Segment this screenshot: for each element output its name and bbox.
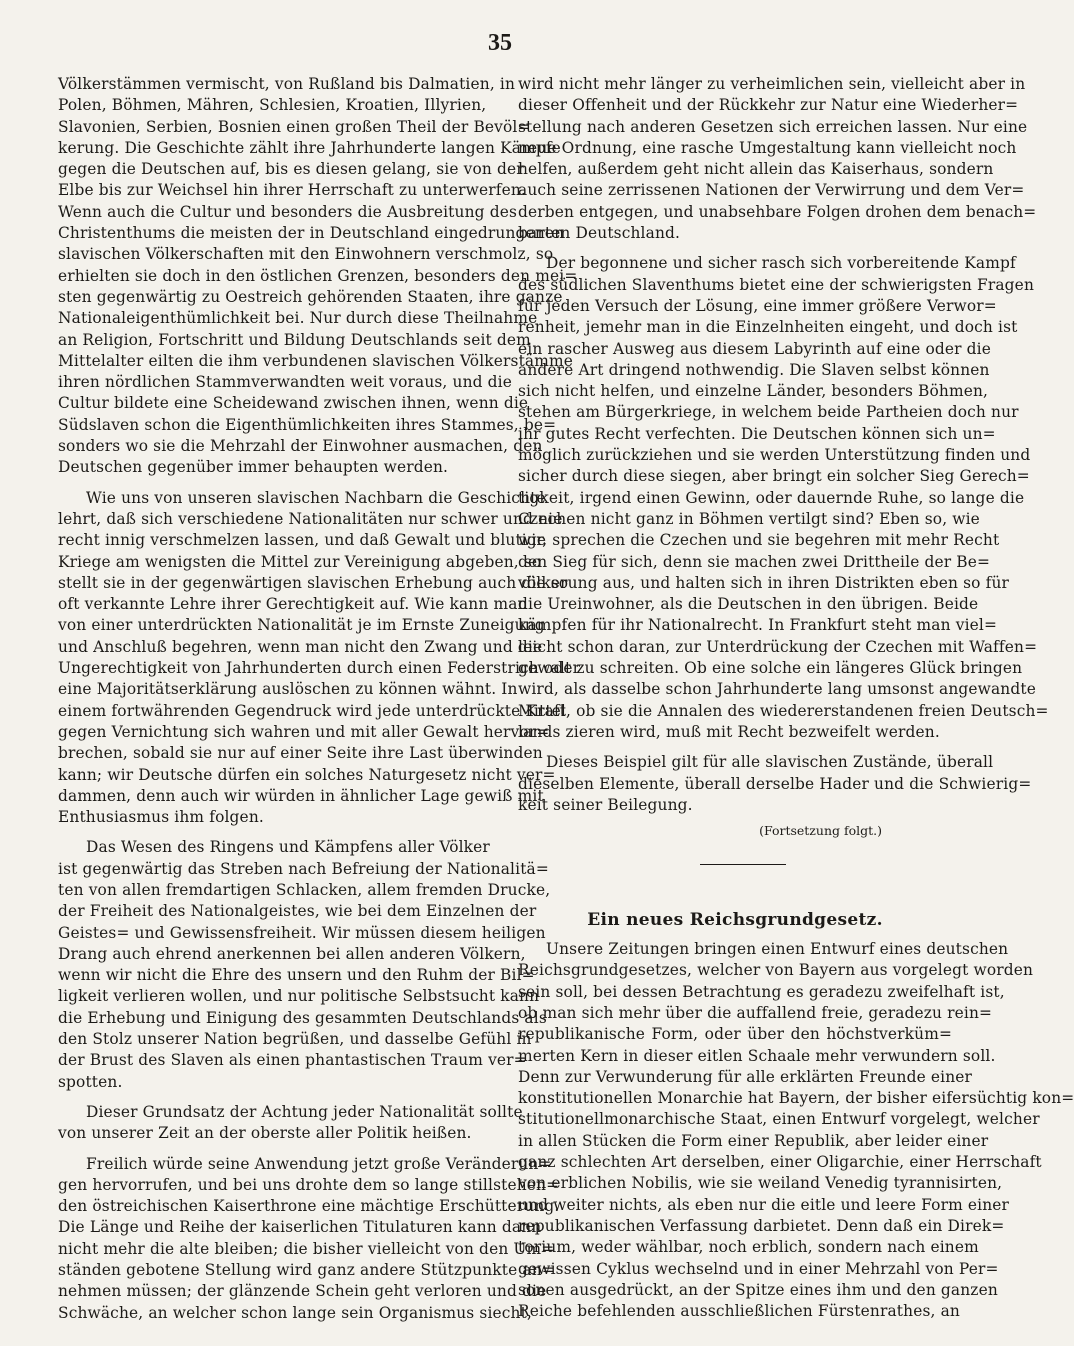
text-line: Cultur bildete eine Scheidewand zwischen ihnen, wenn die <box>58 394 529 413</box>
text-line: Slavonien, Serbien, Bosnien einen großen Theil der Bevöl= <box>58 117 531 136</box>
new-article-body <box>518 939 1074 1322</box>
text-line: Wenn auch die Cultur und besonders die Ausbreitung des <box>58 202 517 221</box>
text-line: Wie uns von unseren slavischen Nachbarn die Geschichte <box>86 488 546 507</box>
text-line: stellung nach anderen Gesetzen sich erreichen lassen. Nur eine <box>518 117 1028 136</box>
text-line: die Erhebung und Einigung des gesammten Deutschlands als <box>58 1008 547 1027</box>
text-line: slavischen Völkerschaften mit den Einwohnern verschmolz, so <box>58 245 554 264</box>
text-line: gewissen Cyklus wechselnd und in einer Mehrzahl von Per= <box>518 1259 999 1278</box>
paragraph <box>518 752 1032 816</box>
text-line: republikanische Form, oder über den höchstverküm= <box>518 1025 952 1044</box>
text-line: lehrt, daß sich verschiedene Nationalitäten nur schwer und nie <box>58 509 563 528</box>
section-divider <box>700 864 786 865</box>
text-line: Kriege am wenigsten die Mittel zur Vereinigung abgeben, so <box>58 552 542 571</box>
text-line: Polen, Böhmen, Mähren, Schlesien, Kroatien, Illyrien, <box>58 96 487 115</box>
text-line: stitutionellmonarchische Staat, einen Entwurf vorgelegt, welcher <box>518 1110 1040 1129</box>
text-line: wird nicht mehr länger zu verheimlichen sein, vielleicht aber in <box>518 75 1026 93</box>
text-line: recht innig verschmelzen lassen, und daß Gewalt und blutige <box>58 531 547 550</box>
text-line: wenn wir nicht die Ehre des unsern und den Ruhm der Bil= <box>58 966 535 985</box>
text-line: Mittel, ob sie die Annalen des wiedererstandenen freien Deutsch= <box>518 701 1049 720</box>
text-line: sonders wo sie die Mehrzahl der Einwohner ausmachen, den <box>58 437 543 456</box>
text-line: Dieses Beispiel gilt für alle slavischen Zustände, überall <box>546 753 994 772</box>
paragraph-gap <box>58 1145 486 1154</box>
text-line: dieselben Elemente, überall derselbe Hader und die Schwierig= <box>518 774 1032 793</box>
text-line: Südslaven schon die Eigenthümlichkeiten ihres Stammes, be= <box>58 415 557 434</box>
text-line: erhielten sie doch in den östlichen Grenzen, besonders den mei= <box>58 266 578 285</box>
paragraph-gap <box>58 828 486 837</box>
text-line: republikanischen Verfassung darbietet. Denn daß ein Direk= <box>518 1216 1005 1235</box>
text-line: gegen Vernichtung sich wahren und mit aller Gewalt hervor= <box>58 722 550 741</box>
paragraph <box>58 74 578 479</box>
page-number: 35 <box>488 30 512 56</box>
text-line: Reichsgrundgesetzes, welcher von Bayern aus vorgelegt worden <box>518 961 1034 980</box>
text-line: gegen die Deutschen auf, bis es diesen gelang, sie von der <box>58 160 524 179</box>
text-line: ständen gebotene Stellung wird ganz andere Stützpunkte an= <box>58 1261 555 1280</box>
text-line: barten Deutschland. <box>518 224 681 243</box>
text-line: oft verkannte Lehre ihrer Gerechtigkeit auf. Wie kann man <box>58 595 528 614</box>
text-line: sonen ausgedrückt, an der Spitze eines ihm und den ganzen <box>518 1280 998 1299</box>
text-line: helfen, außerdem geht nicht allein das Kaiserhaus, sondern <box>518 160 994 179</box>
text-line: Das Wesen des Ringens und Kämpfens aller Völker <box>86 838 490 857</box>
text-line: lands zieren wird, muß mit Recht bezweifelt werden. <box>518 722 940 741</box>
text-line: eine Majoritätserklärung auslöschen zu können wähnt. In <box>58 680 518 699</box>
text-line: möglich zurückziehen und sie werden Unterstützung finden und <box>518 446 1031 465</box>
paragraph-gap <box>58 479 486 488</box>
text-line: spotten. <box>58 1072 123 1091</box>
text-line: Czechen nicht ganz in Böhmen vertilgt sind? Eben so, wie <box>518 509 980 528</box>
paragraph <box>58 837 551 1093</box>
text-line: Freilich würde seine Anwendung jetzt große Veränderun= <box>86 1154 552 1173</box>
text-line: auch seine zerrissenen Nationen der Verwirrung und dem Ver= <box>518 181 1025 200</box>
text-line: renheit, jemehr man in die Einzelnheiten eingeht, und doch ist <box>518 318 1018 337</box>
text-line: nicht mehr die alte bleiben; die bisher vielleicht von den Um= <box>58 1239 555 1258</box>
text-line: Geistes= und Gewissensfreiheit. Wir müssen diesem heiligen <box>58 923 546 942</box>
paragraph <box>58 1154 560 1324</box>
text-line: gen hervorrufen, und bei uns drohte dem so lange stillstehen= <box>58 1175 560 1194</box>
text-line: den Stolz unserer Nation begrüßen, und dasselbe Gefühl in <box>58 1030 532 1049</box>
text-line: tigkeit, irgend einen Gewinn, oder dauernde Ruhe, so lange die <box>518 488 1025 507</box>
text-line: von einer unterdrückten Nationalität je im Ernste Zuneigung <box>58 616 545 635</box>
text-line: Völkerstämmen vermischt, von Rußland bis Dalmatien, in <box>58 75 516 93</box>
text-line: den Sieg für sich, denn sie machen zwei Drittheile der Be= <box>518 552 991 571</box>
text-line: stehen am Bürgerkriege, in welchem beide Partheien doch nur <box>518 403 1019 422</box>
right-column-article-continued <box>518 74 1049 816</box>
left-column <box>58 74 581 1324</box>
text-line: Mittelalter eilten die ihm verbundenen slavischen Völkerstämme <box>58 351 573 370</box>
text-line: sten gegenwärtig zu Oestreich gehörenden Staaten, ihre ganze <box>58 287 563 306</box>
paragraph <box>58 488 581 829</box>
text-line: von erblichen Nobilis, wie sie weiland Venedig tyrannisirten, <box>518 1174 1003 1193</box>
text-line: Nationaleigenthümlichkeit bei. Nur durch diese Theilnahme <box>58 309 538 328</box>
text-line: Die Länge und Reihe der kaiserlichen Titulaturen kann dann <box>58 1218 542 1237</box>
text-line: dammen, denn auch wir würden in ähnlicher Lage gewiß mit <box>58 786 544 805</box>
paragraph <box>518 253 1049 743</box>
text-line: von unserer Zeit an der oberste aller Politik heißen. <box>58 1124 472 1143</box>
text-line: derben entgegen, und unabsehbare Folgen drohen dem benach= <box>518 202 1037 221</box>
text-line: gewalt zu schreiten. Ob eine solche ein längeres Glück bringen <box>518 659 1023 678</box>
text-line: Ungerechtigkeit von Jahrhunderten durch einen Federstrich oder <box>58 659 581 678</box>
text-line: Enthusiasmus ihm folgen. <box>58 808 264 827</box>
text-line: ihr gutes Recht verfechten. Die Deutschen können sich un= <box>518 424 996 443</box>
text-line: kerung. Die Geschichte zählt ihre Jahrhunderte langen Kämpfe <box>58 138 561 157</box>
text-line: keit seiner Beilegung. <box>518 795 693 814</box>
text-line: Unsere Zeitungen bringen einen Entwurf eines deutschen <box>546 940 1009 959</box>
text-line: Dieser Grundsatz der Achtung jeder Nationalität sollte <box>86 1102 523 1121</box>
text-line: des südlichen Slaventhums bietet eine der schwierigsten Fragen <box>518 275 1035 294</box>
text-line: stellt sie in der gegenwärtigen slavischen Erhebung auch die so <box>58 573 569 592</box>
paragraph <box>518 939 1074 1322</box>
article-title: Ein neues Reichsgrundgesetz. <box>587 910 883 931</box>
text-line: und weiter nichts, als eben nur die eitle und leere Form einer <box>518 1195 1010 1214</box>
text-line: der Brust des Slaven als einen phantastischen Traum ver= <box>58 1051 527 1070</box>
text-line: Schwäche, an welcher schon lange sein Organismus siecht, <box>58 1303 532 1322</box>
continued-note: (Fortsetzung folgt.) <box>759 823 882 839</box>
right-column <box>518 74 1074 1322</box>
text-line: dieser Offenheit und der Rückkehr zur Natur eine Wiederher= <box>518 96 1019 115</box>
text-line: der Freiheit des Nationalgeistes, wie bei dem Einzelnen der <box>58 902 537 921</box>
text-line: nehmen müssen; der glänzende Schein geht verloren und die <box>58 1282 547 1301</box>
text-line: torium, weder wählbar, noch erblich, sondern nach einem <box>518 1238 979 1257</box>
text-line: völkerung aus, und halten sich in ihren Distrikten eben so für <box>518 573 1010 592</box>
text-line: kämpfen für ihr Nationalrecht. In Frankfurt steht man viel= <box>518 616 998 635</box>
text-line: ob man sich mehr über die auffallend freie, geradezu rein= <box>518 1003 993 1022</box>
text-line: leicht schon daran, zur Unterdrückung der Czechen mit Waffen= <box>518 637 1038 656</box>
text-line: Elbe bis zur Weichsel hin ihrer Herrschaft zu unterwerfen. <box>58 181 526 200</box>
text-line: sich nicht helfen, und einzelne Länder, besonders Böhmen, <box>518 382 989 401</box>
text-line: den östreichischen Kaiserthrone eine mächtige Erschütterung. <box>58 1197 560 1216</box>
text-line: Christenthums die meisten der in Deutschland eingedrungenen <box>58 224 565 243</box>
text-line: Denn zur Verwunderung für alle erklärten Freunde einer <box>518 1067 973 1086</box>
text-line: konstitutionellen Monarchie hat Bayern, der bisher eifersüchtig kon= <box>518 1089 1074 1108</box>
text-line: Reiche befehlenden ausschließlichen Fürstenrathes, an <box>518 1302 960 1321</box>
text-line: ein rascher Ausweg aus diesem Labyrinth auf eine oder die <box>518 339 992 358</box>
text-line: kann; wir Deutsche dürfen ein solches Naturgesetz nicht ver= <box>58 765 556 784</box>
text-line: einem fortwährenden Gegendruck wird jede unterdrückte Kraft <box>58 701 567 720</box>
text-line: Der begonnene und sicher rasch sich vorbereitende Kampf <box>546 254 1016 273</box>
text-line: ist gegenwärtig das Streben nach Befreiung der Nationalitä= <box>58 859 549 878</box>
paragraph-gap <box>58 1093 486 1102</box>
text-line: Deutschen gegenüber immer behaupten werden. <box>58 458 449 477</box>
text-line: ligkeit verlieren wollen, und nur politische Selbstsucht kann <box>58 987 540 1006</box>
text-line: an Religion, Fortschritt und Bildung Deutschlands seit dem <box>58 330 531 349</box>
text-line: ihren nördlichen Stammverwandten weit voraus, und die <box>58 373 513 392</box>
paragraph <box>518 74 1037 244</box>
text-line: ten von allen fremdartigen Schlacken, allem fremden Drucke, <box>58 880 551 899</box>
paragraph-gap <box>518 743 952 752</box>
paragraph <box>58 1102 523 1145</box>
text-line: die Ureinwohner, als die Deutschen in den übrigen. Beide <box>518 595 979 614</box>
text-line: und Anschluß begehren, wenn man nicht den Zwang und die <box>58 637 543 656</box>
text-line: brechen, sobald sie nur auf einer Seite ihre Last überwinden <box>58 744 543 763</box>
text-line: Drang auch ehrend anerkennen bei allen anderen Völkern, <box>58 944 526 963</box>
text-line: sein soll, bei dessen Betrachtung es geradezu zweifelhaft ist, <box>518 982 1005 1001</box>
text-line: andere Art dringend nothwendig. Die Slaven selbst können <box>518 360 990 379</box>
text-line: wir, sprechen die Czechen und sie begehren mit mehr Recht <box>518 531 1000 550</box>
text-line: sicher durch diese siegen, aber bringt ein solcher Sieg Gerech= <box>518 467 1030 486</box>
text-line: ganz schlechten Art derselben, einer Oligarchie, einer Herrschaft <box>518 1153 1042 1172</box>
text-line: in allen Stücken die Form einer Republik, aber leider einer <box>518 1131 989 1150</box>
text-line: merten Kern in dieser eitlen Schaale mehr verwundern soll. <box>518 1046 996 1065</box>
text-line: neue Ordnung, eine rasche Umgestaltung kann vielleicht noch <box>518 138 1017 157</box>
text-line: für jeden Versuch der Lösung, eine immer größere Verwor= <box>518 296 997 315</box>
paragraph-gap <box>518 244 952 253</box>
text-line: wird, als dasselbe schon Jahrhunderte lang umsonst angewandte <box>518 680 1036 699</box>
